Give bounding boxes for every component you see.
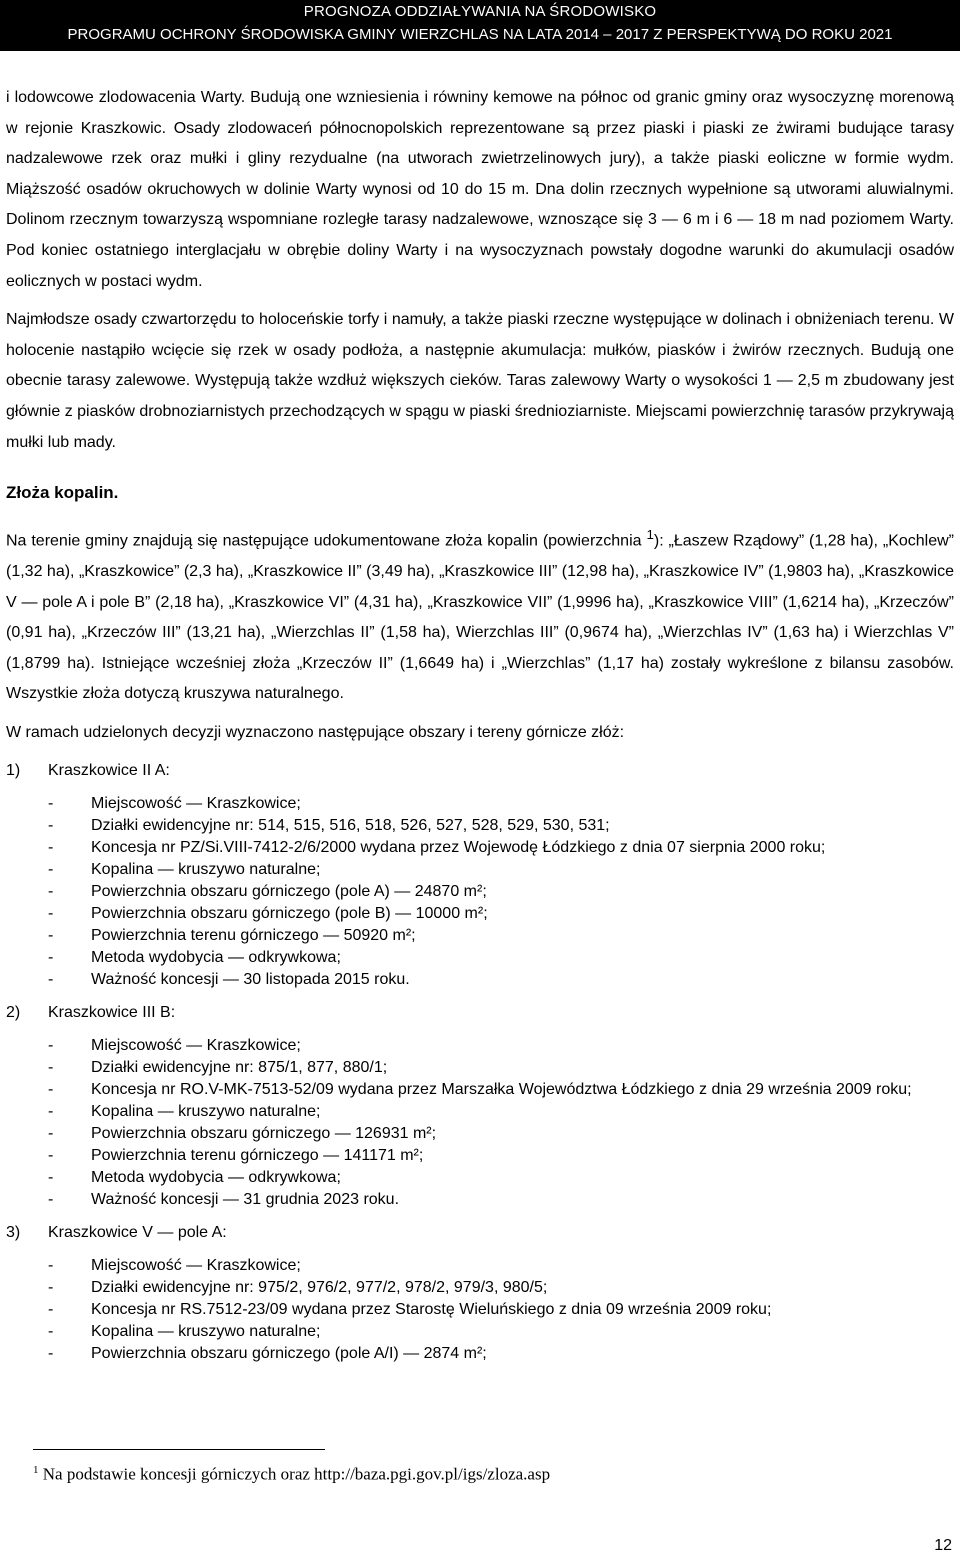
section-title [6, 1001, 954, 1025]
dash-bullet: - [48, 794, 54, 812]
list-item [6, 969, 954, 991]
list-item-text: Działki ewidencyjne nr: 514, 515, 516, 518, 526, 527, 528, 529, 530, 531; [91, 816, 610, 834]
dash-bullet: - [48, 1124, 54, 1142]
section-title [6, 1221, 954, 1245]
list-item [6, 793, 954, 815]
dash-bullet: - [48, 1344, 54, 1362]
dash-bullet: - [48, 1300, 54, 1318]
footnote-text: Na podstawie koncesji górniczych oraz http://baza.pgi.gov.pl/igs/zloza.asp [42, 1464, 551, 1484]
list-item [6, 837, 954, 859]
section-number: 1) [6, 761, 21, 779]
document-body [6, 83, 954, 1365]
dash-bullet: - [48, 904, 54, 922]
deposit-sections [6, 759, 954, 1365]
list-item [6, 1101, 954, 1123]
list-item-text: Powierzchnia obszaru górniczego (pole B) — 10000 m²; [91, 904, 488, 922]
list-item-text: Koncesja nr RO.V-MK-7513-52/09 wydana przez Marszałka Województwa Łódzkiego z dnia 29 września 2009 roku; [91, 1080, 912, 1098]
list-item [6, 1299, 954, 1321]
section-title-text: Kraszkowice II A: [48, 761, 170, 779]
list-item [6, 1145, 954, 1167]
list-item [6, 1035, 954, 1057]
list-item [6, 1079, 954, 1101]
list-item-text: Powierzchnia obszaru górniczego — 126931 m²; [91, 1124, 437, 1142]
list-item-text: Miejscowość — Kraszkowice; [91, 794, 301, 812]
list-item-text: Miejscowość — Kraszkowice; [91, 1256, 301, 1274]
paragraph-deposits [6, 520, 954, 710]
section-title [6, 759, 954, 783]
list-item [6, 1343, 954, 1365]
list-item [6, 925, 954, 947]
list-item [6, 1277, 954, 1299]
list-item-text: Kopalina — kruszywo naturalne; [91, 1322, 321, 1340]
list-item [6, 947, 954, 969]
document-header [0, 0, 960, 51]
paragraph-geology: i lodowcowe zlodowacenia Warty. Budują one wzniesienia i równiny kemowe na północ od granic gminy oraz wysoczyznę morenową w rejonie Kraszkowic. Osady zlodowaceń północnopolskich reprezentowane są przez piaski i piaski ze żwirami budujące tarasy nadzalewowe rzek oraz mułki i gliny rezydualne (na utworach zwietrzelinowych jury), a także piaski eoliczne w formie wydm. Miąższość osadów okruchowych w dolinie Warty wynosi od 10 do 15 m. Dna dolin rzecznych wypełnione są utworami aluwialnymi. Dolinom rzecznym towarzyszą wspomniane rozległe tarasy nadzalewowe, wznoszące się 3 — 6 m i 6 — 18 m nad poziomem Warty. Pod koniec ostatniego interglacjału w obrębie doliny Warty i na wysoczyznach powstały dogodne warunki do akumulacji osadów eolicznych w postaci wydm. [6, 89, 954, 290]
list-item-text: Koncesja nr PZ/Si.VIII-7412-2/6/2000 wydana przez Wojewodę Łódzkiego z dnia 07 sierpnia 2000 roku; [91, 838, 826, 856]
list-item-text: Powierzchnia obszaru górniczego (pole A) — 24870 m²; [91, 882, 487, 900]
list-item [6, 1321, 954, 1343]
footnote [33, 1464, 550, 1485]
footnote-separator [33, 1449, 325, 1450]
dash-bullet: - [48, 1080, 54, 1098]
list-item-text: Koncesja nr RS.7512-23/09 wydana przez Starostę Wieluńskiego z dnia 09 września 2009 roku; [91, 1300, 772, 1318]
section-item-list [6, 1255, 954, 1365]
section-title-text: Kraszkowice V — pole A: [48, 1223, 227, 1241]
list-item-text: Działki ewidencyjne nr: 875/1, 877, 880/1; [91, 1058, 388, 1076]
header-line-1: PROGNOZA ODDZIAŁYWANIA NA ŚRODOWISKO [303, 3, 657, 20]
list-item [6, 881, 954, 903]
list-item-text: Powierzchnia terenu górniczego — 141171 m²; [91, 1146, 424, 1164]
list-item-text: Miejscowość — Kraszkowice; [91, 1036, 301, 1054]
dash-bullet: - [48, 1322, 54, 1340]
dash-bullet: - [48, 1058, 54, 1076]
dash-bullet: - [48, 882, 54, 900]
deposits-text-end: ): „Łaszew Rządowy” (1,28 ha), „Kochlew” (1,32 ha), „Kraszkowice” (2,3 ha), „Kraszkowice II” (3,49 ha), „Kraszkowice III” (12,98 ha), „Kraszkowice IV” (1,9803 ha), „Kraszkowice V — pole A i pole B” (2,18 ha), „Kraszkowice VI” (4,31 ha), „Kraszkowice VII” (1,9996 ha), „Kraszkowice VIII” (1,6214 ha), „Krzeczów” (0,91 ha), „Krzeczów III” (13,21 ha), „Wierzchlas II” (1,58 ha), Wierzchlas III” (0,9674 ha), „Wierzchlas IV” (1,63 ha) i Wierzchlas V” (1,8799 ha). Istniejące wcześniej złoża „Krzeczów II” (1,6649 ha) i „Wierzchlas” (1,17 ha) zostały wykreślone z bilansu zasobów. Wszystkie złoża dotyczą kruszywa naturalnego. [6, 532, 955, 703]
list-item-text: Powierzchnia terenu górniczego — 50920 m²; [91, 926, 416, 944]
list-item-text: Ważność koncesji — 30 listopada 2015 roku. [91, 970, 410, 988]
list-item [6, 1167, 954, 1189]
list-item-text: Działki ewidencyjne nr: 975/2, 976/2, 977/2, 978/2, 979/3, 980/5; [91, 1278, 548, 1296]
dash-bullet: - [48, 838, 54, 856]
dash-bullet: - [48, 970, 54, 988]
section-number: 2) [6, 1003, 21, 1021]
dash-bullet: - [48, 1256, 54, 1274]
dash-bullet: - [48, 1190, 54, 1208]
section-title-text: Kraszkowice III B: [48, 1003, 176, 1021]
section-number: 3) [6, 1223, 21, 1241]
page-number: 12 [934, 1537, 952, 1554]
paragraph-decisions: W ramach udzielonych decyzji wyznaczono następujące obszary i tereny górnicze złóż: [6, 724, 625, 742]
dash-bullet: - [48, 1168, 54, 1186]
dash-bullet: - [48, 1102, 54, 1120]
list-item [6, 903, 954, 925]
header-line-2: PROGRAMU OCHRONY ŚRODOWISKA GMINY WIERZCHLAS NA LATA 2014 – 2017 Z PERSPEKTYWĄ DO ROKU 2021 [67, 26, 893, 43]
paragraph-holocene: Najmłodsze osady czwartorzędu to holoceńskie torfy i namuły, a także piaski rzeczne występujące w dolinach i obniżeniach terenu. W holocenie nastąpiło wcięcie się rzek w osady podłoża, a następnie akumulacja: mułków, piasków i żwirów rzecznych. Budują one obecnie tarasy zalewowe. Występują także wzdłuż większych cieków. Taras zalewowy Warty o wysokości 1 — 2,5 m zbudowany jest głównie z piasków drobnoziarnistych przechodzących w spągu w piaski średnioziarniste. Miejscami powierzchnię tarasów przykrywają mułki lub mady. [6, 311, 954, 451]
section-item-list [6, 793, 954, 991]
list-item-text: Kopalina — kruszywo naturalne; [91, 860, 321, 878]
dash-bullet: - [48, 1036, 54, 1054]
dash-bullet: - [48, 1146, 54, 1164]
list-item [6, 1123, 954, 1145]
list-item-text: Powierzchnia obszaru górniczego (pole A/I) — 2874 m²; [91, 1344, 487, 1362]
section-heading: Złoża kopalin. [6, 483, 119, 503]
dash-bullet: - [48, 860, 54, 878]
list-item [6, 1057, 954, 1079]
footnote-reference: 1 [646, 527, 654, 543]
list-item [6, 1255, 954, 1277]
list-item-text: Metoda wydobycia — odkrywkowa; [91, 948, 341, 966]
dash-bullet: - [48, 948, 54, 966]
list-item [6, 1189, 954, 1211]
list-item-text: Ważność koncesji — 31 grudnia 2023 roku. [91, 1190, 400, 1208]
dash-bullet: - [48, 1278, 54, 1296]
list-item-text: Kopalina — kruszywo naturalne; [91, 1102, 321, 1120]
list-item [6, 859, 954, 881]
dash-bullet: - [48, 926, 54, 944]
section-item-list [6, 1035, 954, 1211]
dash-bullet: - [48, 816, 54, 834]
footnote-mark: 1 [33, 1464, 39, 1476]
deposits-text-start: Na terenie gminy znajdują się następujące udokumentowane złoża kopalin (powierzchnia [6, 532, 642, 550]
list-item [6, 815, 954, 837]
list-item-text: Metoda wydobycia — odkrywkowa; [91, 1168, 341, 1186]
